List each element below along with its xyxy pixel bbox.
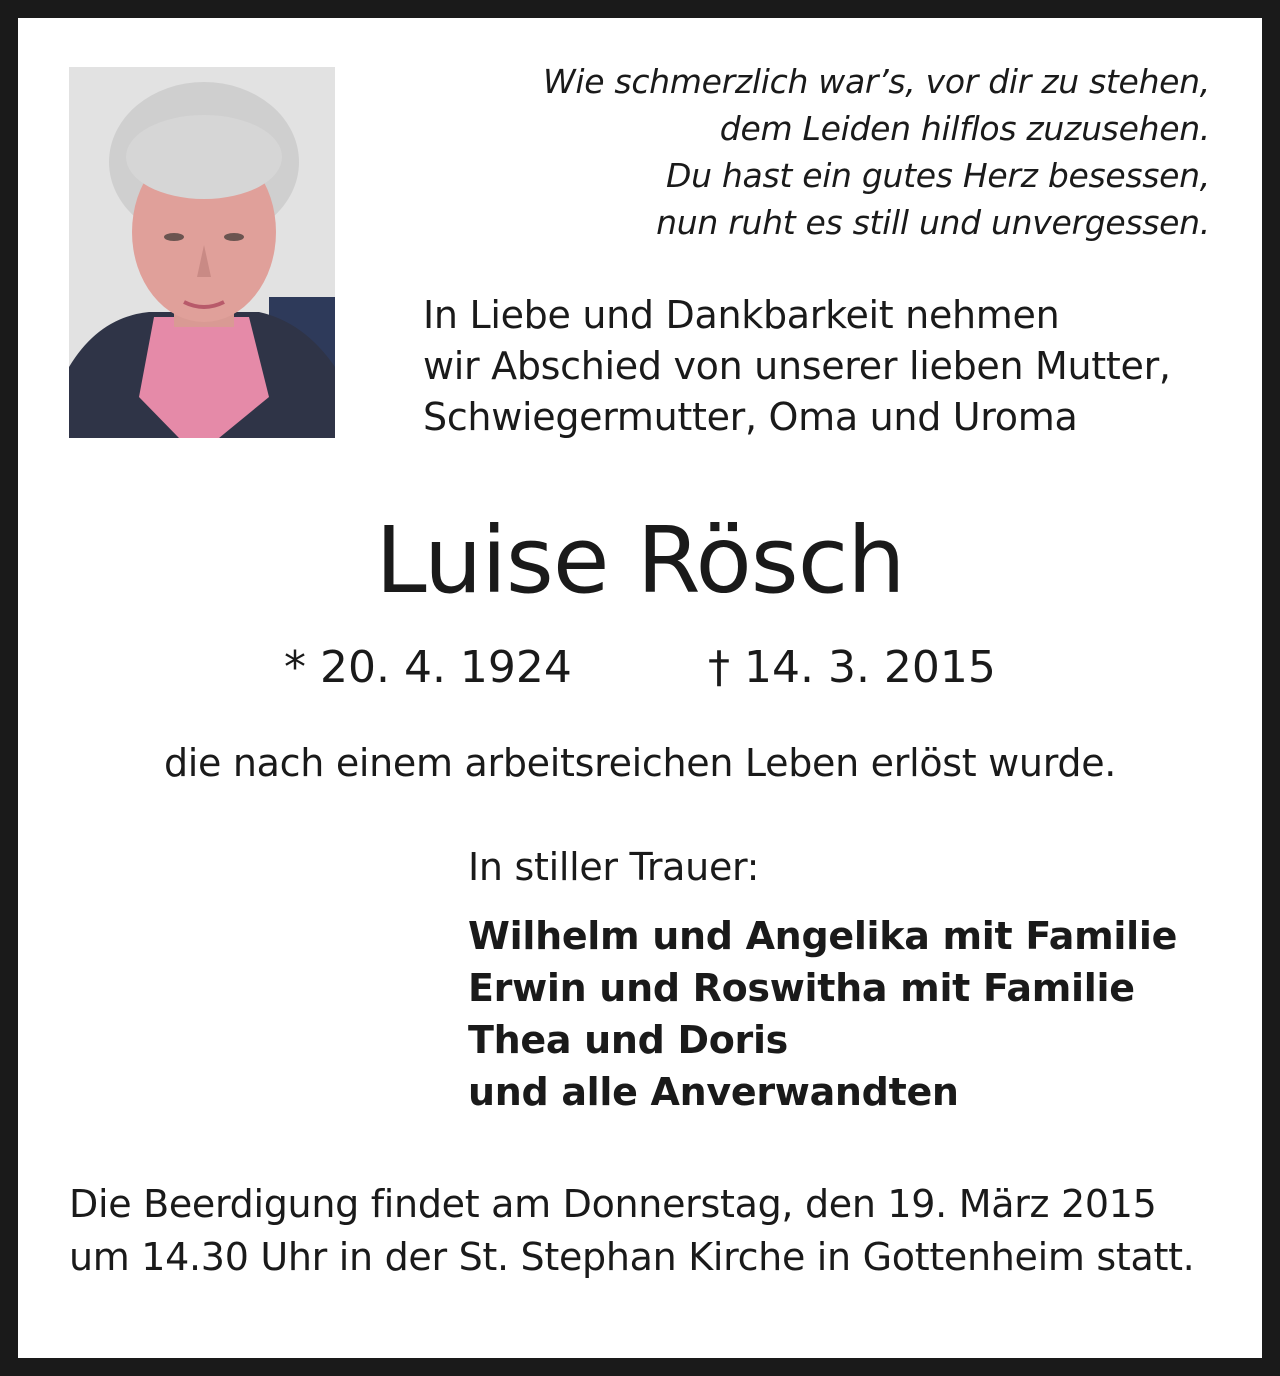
deceased-name: Luise Rösch — [375, 507, 905, 614]
obituary-notice — [18, 18, 1262, 1358]
mourner-line: Wilhelm und Angelika mit Familie — [468, 914, 1178, 958]
funeral-line: um 14.30 Uhr in der St. Stephan Kirche in Gottenheim statt. — [69, 1235, 1195, 1279]
mourner-line: Thea und Doris — [468, 1018, 788, 1062]
poem-line: nun ruht es still und unvergessen. — [656, 203, 1210, 242]
memorial-poem — [543, 58, 1210, 246]
subtitle-text: die nach einem arbeitsreichen Leben erlöst wurde. — [163, 741, 1117, 785]
intro-text — [423, 290, 1171, 443]
funeral-line: Die Beerdigung findet am Donnerstag, den 19. März 2015 — [69, 1182, 1157, 1226]
mourners-list — [468, 910, 1177, 1118]
intro-line: In Liebe und Dankbarkeit nehmen — [423, 293, 1060, 337]
portrait-photo — [69, 67, 335, 438]
poem-line: Wie schmerzlich war’s, vor dir zu stehen, — [543, 62, 1210, 101]
mourning-label: In stiller Trauer: — [468, 845, 760, 889]
death-date: † 14. 3. 2015 — [708, 642, 996, 693]
funeral-info — [69, 1178, 1194, 1284]
poem-line: dem Leiden hilflos zuzusehen. — [719, 109, 1210, 148]
mourner-line: Erwin und Roswitha mit Familie — [468, 966, 1135, 1010]
mourner-line: und alle Anverwandten — [468, 1070, 959, 1114]
intro-line: Schwiegermutter, Oma und Uroma — [423, 395, 1078, 439]
birth-date: * 20. 4. 1924 — [284, 642, 572, 693]
intro-line: wir Abschied von unserer lieben Mutter, — [423, 344, 1171, 388]
poem-line: Du hast ein gutes Herz besessen, — [666, 156, 1210, 195]
